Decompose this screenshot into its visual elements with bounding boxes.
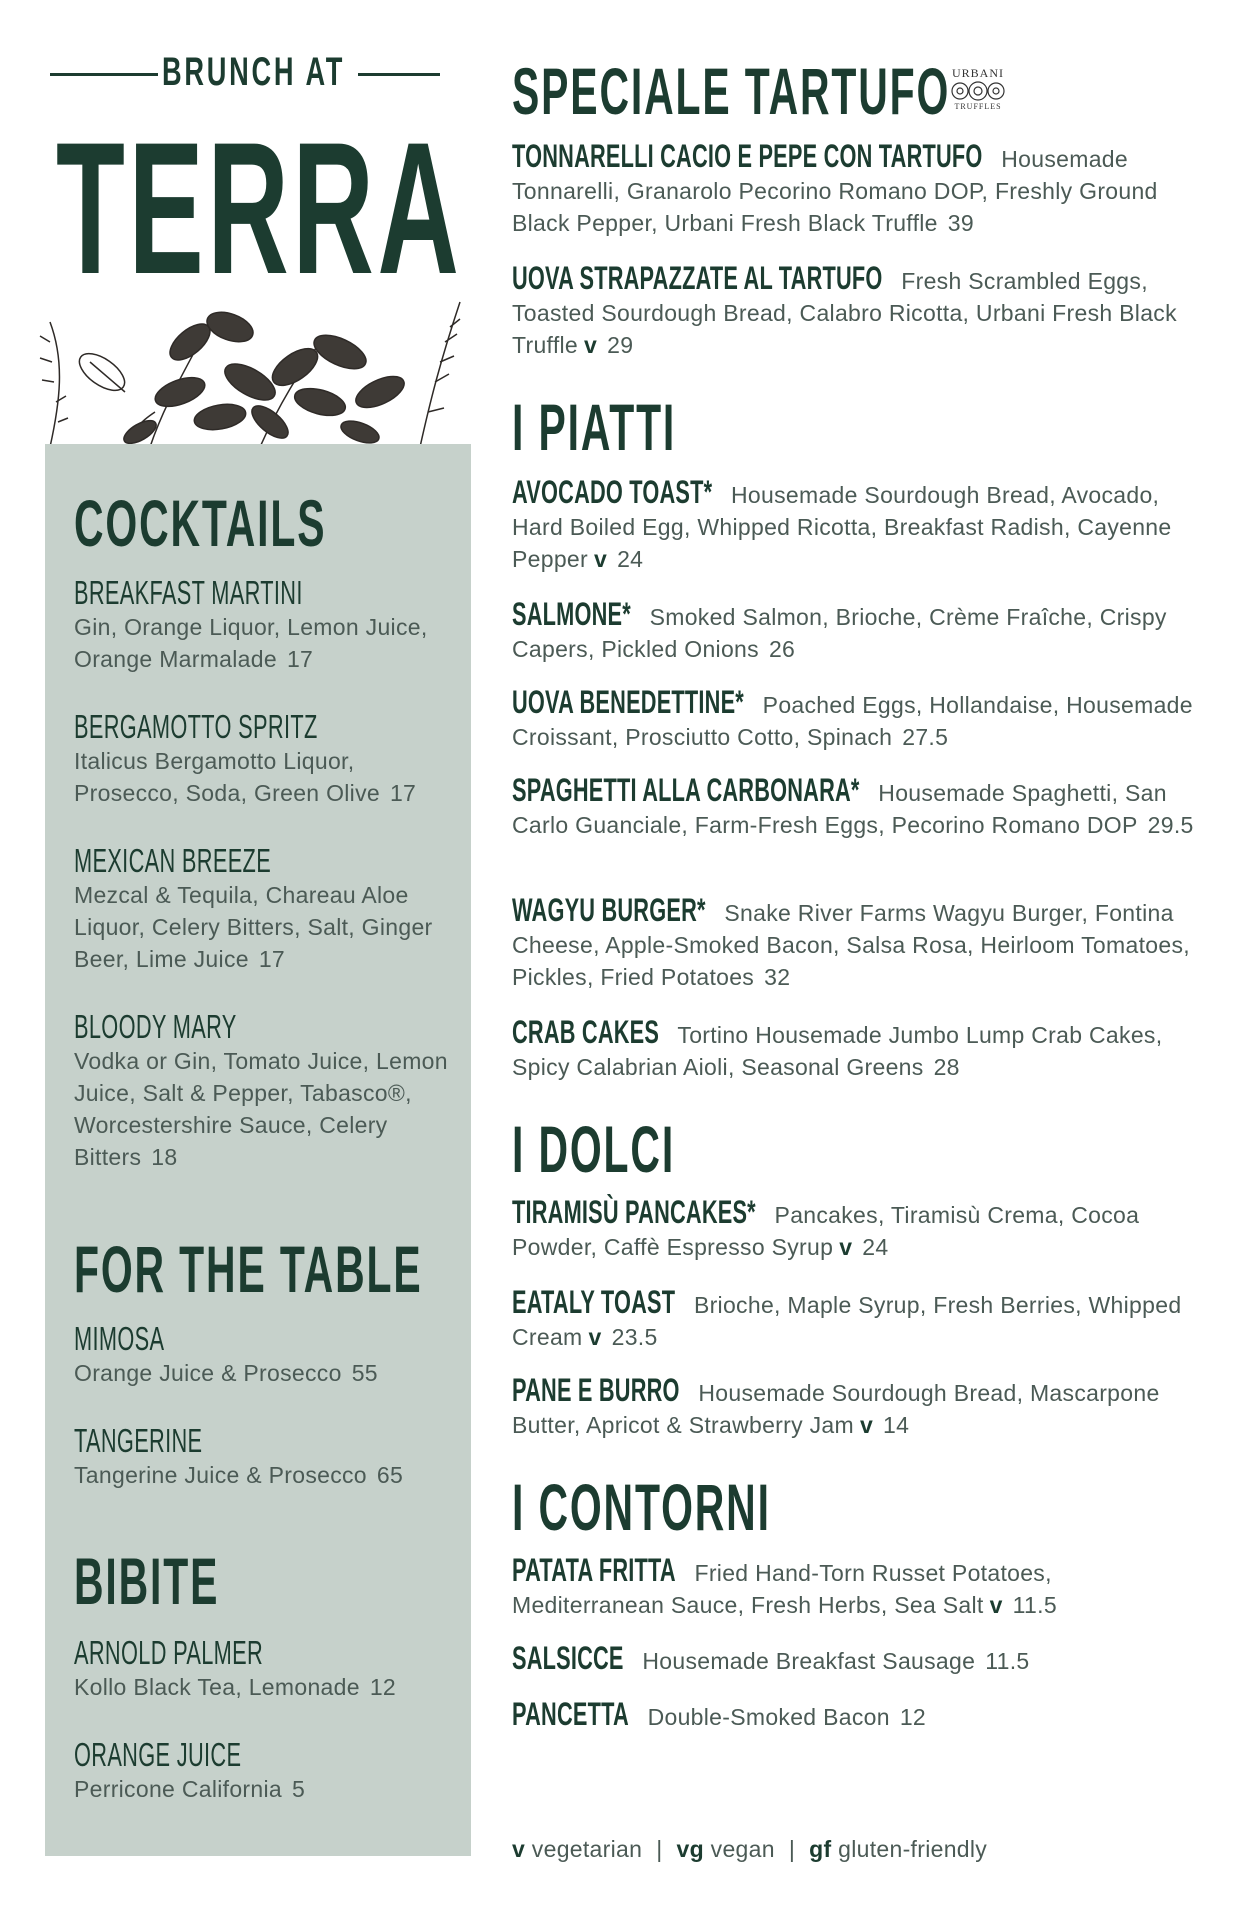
- menu-item: [512, 1286, 1202, 1353]
- item-name: PANCETTA: [512, 1696, 629, 1732]
- item-price: 27.5: [902, 724, 949, 750]
- item-desc-text: Brioche, Maple Syrup, Fresh Berries, Whipped Cream: [512, 1292, 1182, 1350]
- item-description: [74, 879, 454, 975]
- item-price: 12: [369, 1674, 397, 1700]
- item-name: SALMONE*: [512, 596, 631, 632]
- item-price: 11.5: [985, 1648, 1030, 1674]
- item-price: 28: [933, 1054, 960, 1080]
- legend-separator: |: [788, 1836, 796, 1862]
- vegetarian-tag: v: [588, 1324, 602, 1350]
- item-description: [74, 1773, 454, 1805]
- item-name: TANGERINE: [74, 1422, 203, 1459]
- vegetarian-tag: v: [584, 332, 598, 358]
- item-name: ORANGE JUICE: [74, 1736, 242, 1773]
- item-desc-text: Fresh Scrambled Eggs, Toasted Sourdough Bread, Calabro Ricotta, Urbani Fresh Black Truffle: [512, 268, 1177, 358]
- menu-item: [74, 1738, 454, 1805]
- menu-item: [512, 774, 1202, 841]
- item-price: 17: [389, 780, 417, 806]
- item-desc-text: Fried Hand-Torn Russet Potatoes, Mediterranean Sauce, Fresh Herbs, Sea Salt: [512, 1560, 1052, 1618]
- item-desc-text: Italicus Bergamotto Liquor, Prosecco, Soda, Green Olive: [74, 748, 380, 806]
- menu-item: [512, 686, 1202, 753]
- divider: [50, 73, 158, 76]
- legend-code: gf: [809, 1836, 832, 1862]
- brand-header: [50, 50, 463, 313]
- section-title-for-the-table: FOR THE TABLE: [74, 1232, 423, 1306]
- menu-item: [74, 1636, 454, 1703]
- item-desc-text: Kollo Black Tea, Lemonade: [74, 1674, 360, 1700]
- item-price: 12: [899, 1704, 926, 1730]
- menu-item: [74, 1424, 454, 1491]
- section-title-speciale-tartufo: SPECIALE TARTUFO: [512, 54, 951, 128]
- menu-item: [512, 598, 1202, 665]
- menu-item: [512, 894, 1202, 993]
- dietary-legend: [512, 1836, 987, 1863]
- item-desc-text: Gin, Orange Liquor, Lemon Juice, Orange Marmalade: [74, 614, 428, 672]
- section-title-bibite: BIBITE: [74, 1544, 220, 1618]
- item-name: BLOODY MARY: [74, 1008, 237, 1045]
- item-description: [74, 745, 454, 809]
- item-desc-text: Tortino Housemade Jumbo Lump Crab Cakes, Spicy Calabrian Aioli, Seasonal Greens: [512, 1022, 1163, 1080]
- item-price: 5: [291, 1776, 306, 1802]
- item-name: SALSICCE: [512, 1640, 624, 1676]
- menu-item: [512, 1698, 1202, 1733]
- item-description: [74, 1357, 454, 1389]
- legend-label: vegan: [710, 1836, 775, 1862]
- vegetarian-tag: v: [839, 1234, 853, 1260]
- brand-title: TERRA: [56, 103, 463, 313]
- item-desc-text: Vodka or Gin, Tomato Juice, Lemon Juice, Salt & Pepper, Tabasco®, Worcestershire Sauce, Celery Bitters: [74, 1048, 448, 1170]
- item-name: AVOCADO TOAST*: [512, 474, 713, 510]
- vegetarian-tag: v: [593, 546, 608, 572]
- item-desc-text: Tangerine Juice & Prosecco: [74, 1462, 367, 1488]
- item-desc-text: Housemade Tonnarelli, Granarolo Pecorino Romano DOP, Freshly Ground Black Pepper, Urbani Fresh Black Truffle: [512, 146, 1158, 236]
- item-desc-text: Double-Smoked Bacon: [647, 1704, 890, 1730]
- legend-separator: |: [656, 1836, 663, 1862]
- item-price: 26: [768, 636, 796, 662]
- menu-item: [512, 140, 1202, 239]
- item-name: WAGYU BURGER*: [512, 892, 706, 928]
- menu-item: [512, 1374, 1202, 1441]
- item-description: [74, 1459, 454, 1491]
- menu-item: [512, 262, 1202, 361]
- menu-item: [512, 1196, 1202, 1263]
- item-desc-text: Mezcal & Tequila, Chareau Aloe Liquor, Celery Bitters, Salt, Ginger Beer, Lime Juice: [74, 882, 433, 972]
- menu-item: [512, 1016, 1202, 1083]
- item-desc-text: Housemade Sourdough Bread, Mascarpone Butter, Apricot & Strawberry Jam: [512, 1380, 1160, 1438]
- item-desc-text: Snake River Farms Wagyu Burger, Fontina Cheese, Apple-Smoked Bacon, Salsa Rosa, Heirloom Tomatoes, Pickles, Fried Potatoes: [512, 900, 1190, 990]
- brand-subtitle-row: [50, 50, 440, 100]
- item-name: BREAKFAST MARTINI: [74, 574, 303, 611]
- item-desc-text: Housemade Sourdough Bread, Avocado, Hard Boiled Egg, Whipped Ricotta, Breakfast Radish, Cayenne Pepper: [512, 482, 1172, 572]
- item-desc-text: Smoked Salmon, Brioche, Crème Fraîche, Crispy Capers, Pickled Onions: [512, 604, 1167, 662]
- vegetarian-tag: v: [989, 1592, 1003, 1618]
- item-desc-text: Pancakes, Tiramisù Crema, Cocoa Powder, Caffè Espresso Syrup: [512, 1202, 1140, 1260]
- item-name: UOVA STRAPAZZATE AL TARTUFO: [512, 260, 883, 296]
- legend-code: v: [512, 1836, 526, 1862]
- section-title-cocktails: COCKTAILS: [74, 486, 327, 560]
- item-price: 23.5: [611, 1324, 658, 1350]
- item-price: 18: [151, 1144, 178, 1170]
- section-title-i-piatti: I PIATTI: [512, 390, 677, 464]
- item-price: 55: [351, 1360, 378, 1386]
- menu-item: [74, 710, 454, 809]
- section-title-i-contorni: I CONTORNI: [512, 1470, 771, 1544]
- menu-item: [74, 1010, 454, 1173]
- herb-illustration: [30, 282, 482, 447]
- item-price: 29: [607, 332, 634, 358]
- menu-item: [74, 576, 454, 675]
- menu-item: [512, 476, 1202, 575]
- item-price: 17: [286, 646, 314, 672]
- item-description: [74, 611, 454, 675]
- item-desc-text: Housemade Spaghetti, San Carlo Guanciale, Farm-Fresh Eggs, Pecorino Romano DOP: [512, 780, 1167, 838]
- item-name: EATALY TOAST: [512, 1284, 676, 1320]
- item-price: 29.5: [1147, 812, 1194, 838]
- item-price: 39: [947, 210, 974, 236]
- item-name: MEXICAN BREEZE: [74, 842, 272, 879]
- truffle-icon: [946, 80, 1010, 102]
- item-desc-text: Perricone California: [74, 1776, 282, 1802]
- divider: [358, 73, 440, 76]
- item-name: PATATA FRITTA: [512, 1552, 676, 1588]
- item-name: SPAGHETTI ALLA CARBONARA*: [512, 772, 860, 808]
- legend-label: gluten-friendly: [838, 1836, 988, 1862]
- item-price: 32: [764, 964, 791, 990]
- item-name: MIMOSA: [74, 1320, 165, 1357]
- menu-item: [74, 1322, 454, 1389]
- item-name: UOVA BENEDETTINE*: [512, 684, 744, 720]
- vegetarian-tag: v: [859, 1412, 874, 1438]
- item-desc-text: Poached Eggs, Hollandaise, Housemade Croissant, Prosciutto Cotto, Spinach: [512, 692, 1193, 750]
- item-name: TONNARELLI CACIO E PEPE CON TARTUFO: [512, 138, 983, 174]
- item-name: ARNOLD PALMER: [74, 1634, 264, 1671]
- menu-item: [74, 844, 454, 975]
- item-price: 11.5: [1012, 1592, 1057, 1618]
- section-title-i-dolci: I DOLCI: [512, 1112, 676, 1186]
- drinks-sidebar: [45, 444, 471, 1856]
- brand-subtitle: BRUNCH AT: [162, 50, 346, 94]
- item-description: [74, 1045, 454, 1173]
- item-price: 24: [862, 1234, 889, 1260]
- item-name: PANE E BURRO: [512, 1372, 680, 1408]
- item-name: CRAB CAKES: [512, 1014, 660, 1050]
- item-price: 17: [258, 946, 286, 972]
- item-name: TIRAMISÙ PANCAKES*: [512, 1194, 756, 1230]
- legend-label: vegetarian: [531, 1836, 643, 1862]
- item-price: 24: [617, 546, 644, 572]
- item-desc-text: Orange Juice & Prosecco: [74, 1360, 342, 1386]
- item-price: 65: [376, 1462, 404, 1488]
- legend-code: vg: [676, 1836, 704, 1862]
- item-price: 14: [883, 1412, 910, 1438]
- menu-item: [512, 1554, 1202, 1621]
- item-name: BERGAMOTTO SPRITZ: [74, 708, 318, 745]
- logo-text: URBANI: [951, 66, 1004, 80]
- item-desc-text: Housemade Breakfast Sausage: [642, 1648, 976, 1674]
- item-description: [74, 1671, 454, 1703]
- logo-text: TRUFFLES: [954, 102, 1002, 111]
- menu-item: [512, 1642, 1202, 1677]
